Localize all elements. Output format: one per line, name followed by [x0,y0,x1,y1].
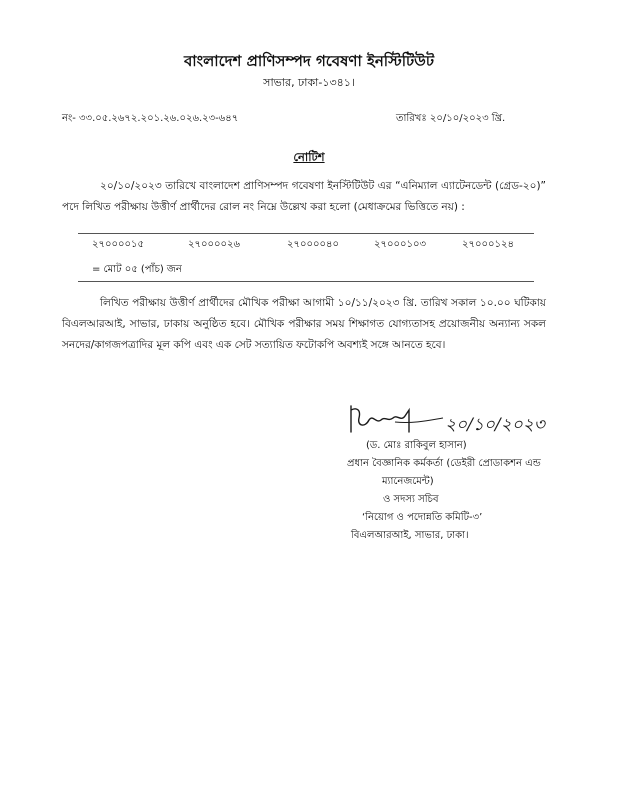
signatory-committee: ‘নিয়োগ ও পদোন্নতি কমিটি-৩’ [362,512,483,523]
roll-table-bottom-rule [78,281,534,282]
roll-number: ২৭০০০১২৪ [462,239,514,250]
signatory-designation-cont: ম্যানেজমেন্ট) [382,476,434,487]
memo-date: তারিখঃ ২০/১০/২০২৩ খ্রি. [396,113,506,124]
signature-date: ২০/১০/২০২৩ [445,415,545,435]
roll-number: ২৭০০০০২৬ [188,239,241,250]
notice-paragraph-viva: লিখিত পরীক্ষায় উত্তীর্ণ প্রার্থীদের মৌখিক পরীক্ষা আগামী ১০/১১/২০২৩ খ্রি. তারিখ সকাল ১০.০০ ঘটিকায় বিএলআরআই, সাভার, ঢাকায় অনুষ্ঠিত হবে। মৌখিক পরীক্ষার সময় শিক্ষাগত যোগ্যতাসহ প্রয়োজনীয় অন্যান্য সকল সনদের/কাগজপত্রাদির মূল কপি এবং এক সেট সত্যায়িত ফটোকপি অবশ্যই সঙ্গে আনতে হবে। [62,297,546,351]
notice-title: নোটিশ [293,150,325,164]
signatory-role: ও সদস্য সচিব [383,494,439,505]
organization-title: বাংলাদেশ প্রাণিসম্পদ গবেষণা ইনস্টিটিউট [183,52,435,70]
roll-number: ২৭০০০১০৩ [374,239,427,250]
total-candidates: = মোট ০৫ (পাঁচ) জন [92,264,182,275]
signatory-office: বিএলআরআই, সাভার, ঢাকা। [351,530,469,541]
signatory-designation: প্রধান বৈজ্ঞানিক কর্মকর্তা (ডেইরী প্রোডাকশন এন্ড [347,458,541,469]
memo-number: নং- ৩৩.০৫.২৬৭২.২০১.২৬.০২৬.২৩-৬৪৭ [62,113,239,124]
roll-number: ২৭০০০০৪০ [287,239,340,250]
organization-address: সাভার, ঢাকা-১৩৪১। [263,76,355,89]
notice-paragraph-results: ২০/১০/২০২৩ তারিখে বাংলাদেশ প্রাণিসম্পদ গবেষণা ইনস্টিটিউট এর “এনিম্যাল এ্যাটেনডেন্ট (গ্রেড-২০)” পদে লিখিত পরীক্ষায় উত্তীর্ণ প্রার্থীদের রোল নং নিম্নে উল্লেখ করা হলো (মেধাক্রমের ভিত্তিতে নয়) : [62,180,546,213]
roll-table-top-rule [78,233,534,234]
roll-number: ২৭০০০০১৫ [92,239,144,250]
signatory-name: (ড. মোঃ রাকিবুল হাসান) [366,440,467,451]
